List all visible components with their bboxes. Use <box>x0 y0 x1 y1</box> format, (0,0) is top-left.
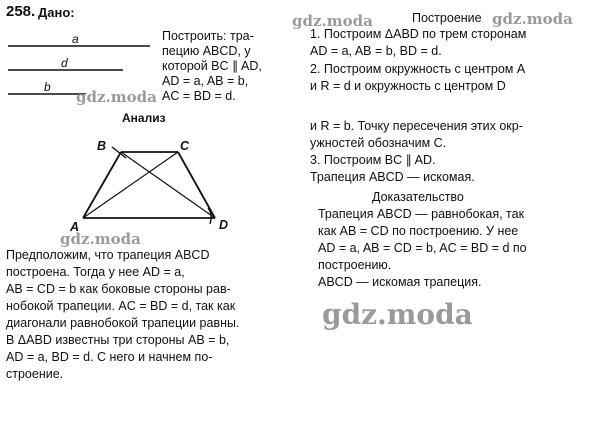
proof-title: Доказательство <box>372 190 464 204</box>
watermark-large: gdz.moda <box>322 298 473 331</box>
analysis-line: AB = CD = b как боковые стороны рав- <box>6 282 231 296</box>
construction-line: 3. Построим BC ∥ AD. <box>310 153 436 167</box>
proof-line: AD = a, AB = CD = b, AC = BD = d по <box>318 241 527 255</box>
segment-b-label: b <box>44 80 51 94</box>
segment-d-label: d <box>61 56 68 70</box>
task-line: AC = BD = d. <box>162 89 236 103</box>
analysis-line: нобокой трапеции. AC = BD = d, так как <box>6 299 236 313</box>
construction-line: ужностей обозначим C. <box>310 136 447 150</box>
analysis-title: Анализ <box>122 111 166 125</box>
given-segments <box>8 46 150 94</box>
construction-line: Трапеция ABCD — искомая. <box>310 170 475 184</box>
proof-line: как AB = CD по построению. У нее <box>318 224 519 238</box>
trapezoid-figure <box>83 147 215 224</box>
segment-a-label: a <box>72 32 79 46</box>
task-line: Построить: тра- <box>162 29 254 43</box>
construction-line: и R = b. Точку пересечения этих окр- <box>310 119 523 133</box>
vertex-label-b: B <box>97 139 107 153</box>
watermark: gdz.moda <box>76 88 157 106</box>
side-ab <box>83 152 121 218</box>
problem-number: 258. <box>6 3 36 20</box>
watermark: gdz.moda <box>292 12 373 30</box>
watermark: gdz.moda <box>60 230 141 248</box>
task-line: AD = a, AB = b, <box>162 74 249 88</box>
analysis-line: строение. <box>6 367 64 381</box>
construction-title: Построение <box>412 11 482 25</box>
analysis-line: Предположим, что трапеция ABCD <box>6 248 210 262</box>
construction-line: AD = a, AB = b, BD = d. <box>310 44 442 58</box>
analysis-line: AD = a, BD = d. С него и начнем по- <box>6 350 213 364</box>
proof-line: Трапеция ABCD — равнобокая, так <box>318 207 525 221</box>
analysis-line: диагонали равнобокой трапеции равны. <box>6 316 240 330</box>
diagonal-ac <box>83 152 178 218</box>
construction-line: 1. Построим ΔABD по трем сторонам <box>310 27 527 41</box>
vertex-label-d: D <box>219 218 229 232</box>
proof-line: ABCD — искомая трапеция. <box>318 275 482 289</box>
analysis-line: построена. Тогда у нее AD = a, <box>6 265 185 279</box>
vertex-label-a: A <box>70 220 80 234</box>
diagonal-bd <box>121 152 215 218</box>
task-line: пецию ABCD, у <box>162 44 251 58</box>
watermark: gdz.moda <box>492 10 573 28</box>
proof-line: построению. <box>318 258 392 272</box>
analysis-line: В ΔABD известны три стороны AB = b, <box>6 333 230 347</box>
construction-line: и R = d и окружность с центром D <box>310 79 506 93</box>
side-cd <box>178 152 215 218</box>
construction-line: 2. Построим окружность с центром A <box>310 62 526 76</box>
task-line: которой BC ∥ AD, <box>162 59 262 73</box>
vertex-label-c: C <box>180 139 190 153</box>
given-title: Дано: <box>38 5 75 20</box>
